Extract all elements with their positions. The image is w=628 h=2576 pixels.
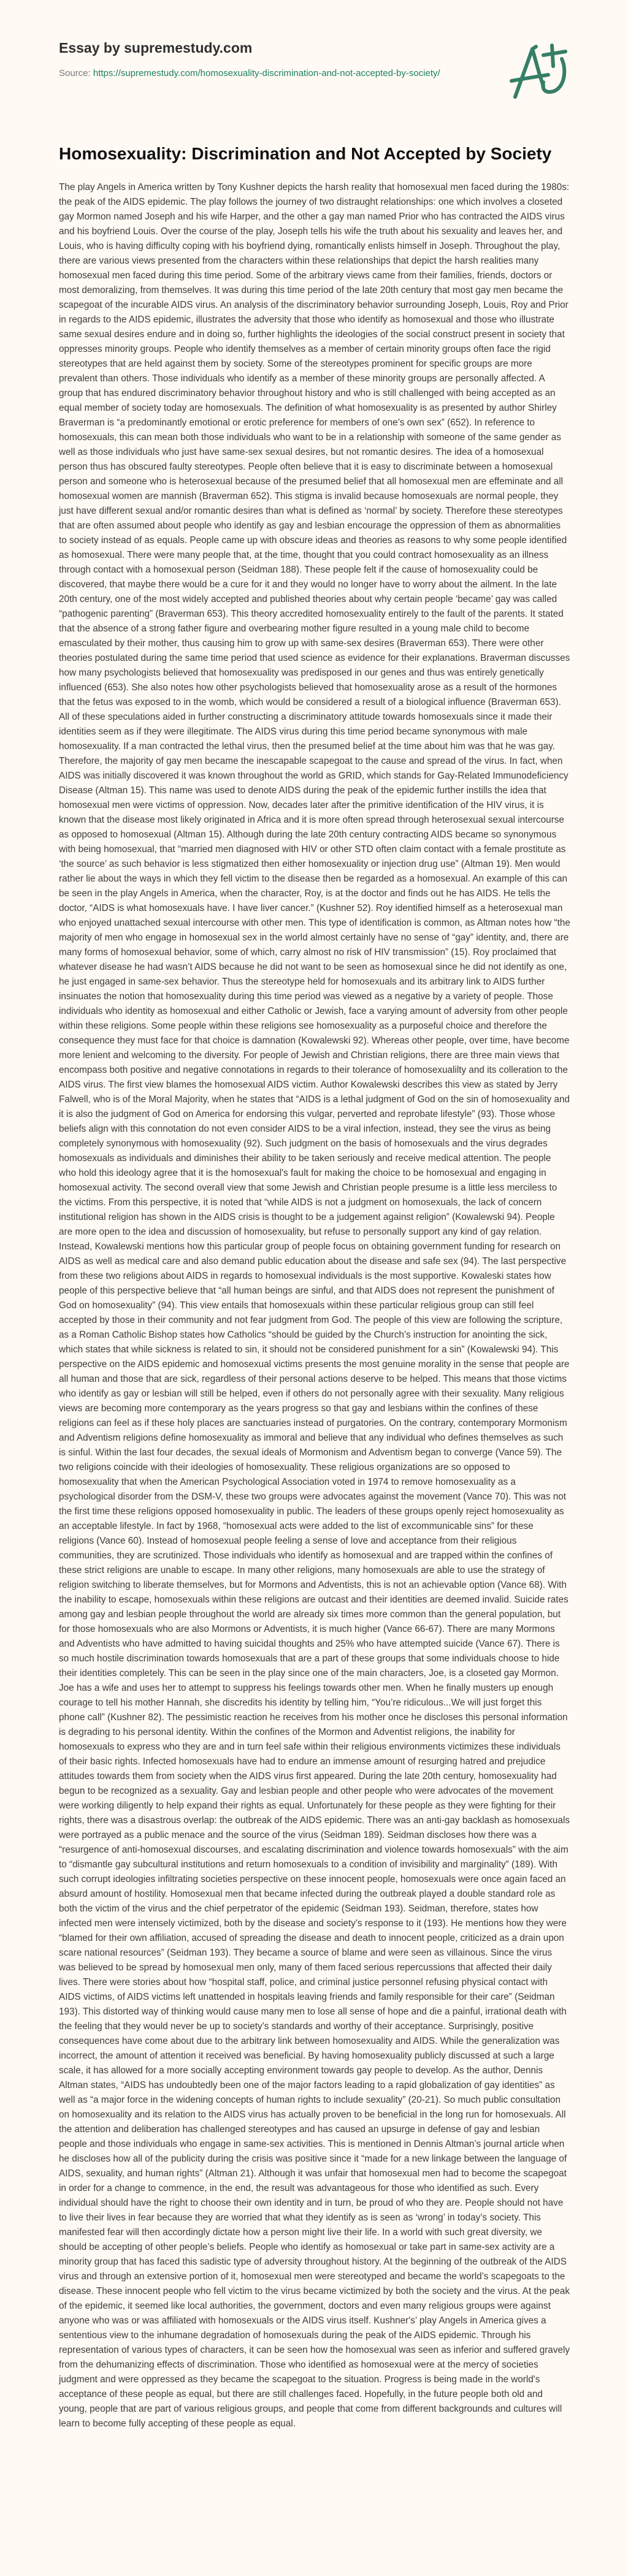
a-plus-grade-icon — [509, 43, 570, 99]
source-link[interactable]: https://supremestudy.com/homosexuality-discrimination-and-not-accepted-by-society/ — [93, 68, 440, 78]
page-header — [59, 38, 569, 141]
essay-title: Homosexuality: Discrimination and Not Accepted by Society — [59, 144, 552, 163]
site-title: Essay by supremestudy.com — [59, 40, 253, 56]
source-line — [59, 66, 445, 81]
source-label: Source: — [59, 68, 93, 78]
essay-body: The play Angels in America written by Tony Kushner depicts the harsh reality that homosexual men faced during the 1980s: the peak of the AIDS epidemic. The play follows the journey of two distraught relationships: one which involves a closeted gay Mormon named Joseph and his wife Harper, and the other a gay man named Prior who has contracted the AIDS virus and his boyfriend Louis. Over the course of the play, Joseph tells his wife the truth about his sexuality and leaves her, and Louis, who is having difficulty coping with his boyfriend dying, romantically enlists himself in Joseph. Throughout the play, there are various views presented from the characters within these relationships that depict the harsh realities many homosexual men faced during this time period. Some of the arbitrary views came from their families, friends, doctors or most demoralizing, from themselves. It was during this time period of the late 20th century that most gay men became the scapegoat of the incurable AIDS virus. An analysis of the discriminatory behavior surrounding Joseph, Louis, Roy and Prior in regards to the AIDS epidemic, illustrates the adversity that those who identify as homosexual and those who illustrate same sexual desires endure and in doing so, further highlights the ideologies of the social construct present in society that oppresses minority groups. People who identify themselves as a member of certain minority groups often face the rigid stereotypes that are held against them by society. Some of the stereotypes prominent for specific groups are more prevalent than others. Those individuals who identify as a member of these minority groups are personally affected. A group that has endured discriminatory behavior throughout history and who is still challenged with being accepted as an equal member of society today are homosexuals. The definition of what homosexuality is as presented by author Shirley Braverman is “a predominantly emotional or erotic preference for members of one’s own sex” (652). In reference to homosexuals, this can mean both those individuals who want to be in a relationship with someone of the same gender as well as those individuals who just have same-sex sexual desires, but not romantic desires. The idea of a homosexual person thus has obscured faulty stereotypes. People often believe that it is easy to discriminate between a homosexual person and someone who is heterosexual because of the presumed belief that all homosexual men are effeminate and all homosexual women are mannish (Braverman 652). This stigma is invalid because homosexuals are normal people, they just have different sexual and/or romantic desires than what is defined as ‘normal’ by society. Therefore these stereotypes that are often assumed about people who identify as gay and lesbian encourage the oppression of them as abnormalities to society instead of as equals. People came up with obscure ideas and theories as reasons to why some people identified as homosexual. There were many people that, at the time, thought that you could contract homosexuality as an illness through contact with a homosexual person (Seidman 188). These people felt if the cause of homosexuality could be discovered, that maybe there would be a cure for it and they would no longer have to worry about the ailment. In the late 20th century, one of the most widely accepted and published theories about why certain people ‘became’ gay was called “pathogenic parenting” (Braverman 653). This theory accredited homosexuality entirely to the fault of the parents. It stated that the absence of a strong father figure and overbearing mother figure resulted in a young male child to become emasculated by their mother, thus causing him to grow up with same-sex desires (Braverman 653). There were other theories postulated during the same time period that used science as evidence for their explanations. Braverman discusses how many psychologists believed that homosexuality was predisposed in our genes and thus was entirely genetically influenced (653). She also notes how other psychologists believed that homosexuality arose as a result of the hormones that the fetus was exposed to in the womb, which would be considered a result of a biological influence (Braverman 653). All of these speculations aided in further constructing a discriminatory attitude towards homosexuals since it made their identities seem as if they were illegitimate. The AIDS virus during this time period became synonymous with male homosexuality. If a man contracted the lethal virus, then the presumed belief at the time about him was that he was gay. Therefore, the majority of gay men became the inescapable scapegoat to the cause and spread of the virus. In fact, when AIDS was initially discovered it was known throughout the world as GRID, which stands for Gay-Related Immunodeficiency Disease (Altman 15). This name was used to denote AIDS during the peak of the epidemic further instills the idea that homosexual men were victims of oppression. Now, decades later after the primitive identification of the HIV virus, it is known that the disease most likely originated in Africa and it is more often spread through heterosexual sexual intercourse as opposed to homosexual (Altman 15). Although during the late 20th century contracting AIDS became so synonymous with being homosexual, that “married men diagnosed with HIV or other STD often claim contact with a female prostitute as ‘the source’ as such behavior is less stigmatized then either homosexuality or injection drug use” (Altman 19). Men would rather lie about the ways in which they fell victim to the disease then be regarded as a homosexual. An example of this can be seen in the play Angels in America, when the character, Roy, is at the doctor and finds out he has AIDS. He tells the doctor, “AIDS is what homosexuals have. I have liver cancer.” (Kushner 52). Roy identified himself as a heterosexual man who enjoyed unattached sexual intercourse with other men. This type of identification is common, as Altman notes how “the majority of men who engage in homosexual sex in the world almost certainly have no sense of “gay” identity, and, there are many forms of homosexual behavior, some of which, carry almost no risk of HIV transmission” (15). Roy proclaimed that whatever disease he had wasn’t AIDS because he did not want to be seen as homosexual since he did not identify as one, he just engaged in same-sex behavior. Thus the stereotype held for homosexuals and its arbitrary link to AIDS further insinuates the notion that homosexuality during this time period was viewed as a negative by a variety of people. Those individuals who identity as homosexual and either Catholic or Jewish, face a varying amount of adversity from other people within these religions. Some people within these religions see homosexuality as a purposeful choice and therefore the consequence they must face for that choice is damnation (Kowalewski 92). Whereas other people, over time, have become more lenient and welcoming to the diversity. For people of Jewish and Christian religions, there are three main views that encompass both positive and negative connotations in regards to their tolerance of homosexualilty and its colleration to the AIDS virus. The first view blames the homosexual AIDS victim. Author Kowalewski describes this view as stated by Jerry Falwell, who is of the Moral Majority, when he states that “AIDS is a lethal judgment of God on the sin of homosexuality and it is also the judgment of God on America for endorsing this vulgar, perverted and reprobate lifestyle” (93). Those whose beliefs align with this connotation do not even consider AIDS to be a viral infection, instead, they see the virus as being completely synonymous with homosexuality (92). Such judgment on the basis of homosexuals and the virus degrades homosexuals as individuals and diminishes their ability to be taken seriously and receive medical attention. The people who hold this ideology agree that it is the homosexual's fault for making the choice to be homosexual and engaging in homosexual activity. The second overall view that some Jewish and Christian people presume is a little less merciless to the victims. From this perspective, it is noted that “while AIDS is not a judgment on homosexuals, the lack of concern institutional religion has shown in the AIDS crisis is thought to be a judgement against religion” (Kowalewski 94). People are more open to the idea and discussion of homosexuality, but refuse to personally support any kind of gay relation. Instead, Kowalewski mentions how this particular group of people focus on obtaining government funding for research on AIDS as well as medical care and also demand public education about the disease and safe sex (94). The last perspective from these two religions about AIDS in regards to homosexual individuals is the most supportive. Kowaleski states how people of this perspective believe that “all human beings are sinful, and that AIDS does not represent the punishment of God on homosexuality” (94). This view entails that homosexuals within these particular religious group can still feel accepted by those in their community and not fear judgment from God. The people of this view are following the scripture, as a Roman Catholic Bishop states how Catholics “should be guided by the Church’s instruction for anointing the sick, which states that while sickness is related to sin, it should not be considered punishment for a sin” (Kowalewski 94). This perspective on the AIDS epidemic and homosexual victims presents the most genuine morality in the sense that people are all human and those that are sick, regardless of their personal actions deserve to be helped. This means that those victims who identify as gay or lesbian will still be helped, even if others do not personally agree with their sexuality. Many religious views are becoming more contemporary as the years progress so that gay and lesbians within the confines of these religions can feel as if these holy places are sanctuaries instead of purgatories. On the contrary, contemporary Mormonism and Adventism religions define homosexuality as immoral and believe that any individual who defines themselves as such is sinful. Within the last four decades, the sexual ideals of Mormonism and Adventism began to converge (Vance 59). The two religions coincide with their ideologies of homosexuality. These religious organizations are so opposed to homosexuality that when the American Psychological Association voted in 1974 to remove homosexuality as a psychological disorder from the DSM-V, these two groups were advocates against the movement (Vance 70). This was not the first time these religions opposed homosexuality in public. The leaders of these groups openly reject homosexuality as an acceptable lifestyle. In fact by 1968, “homosexual acts were added to the list of excommunicable sins” for these religions (Vance 60). Instead of homosexual people feeling a sense of love and acceptance from their religious communities, they are scrutinized. Those individuals who identify as homosexual and are trapped within the confines of these strict religions are unable to escape. In many other religions, many homosexuals are able to use the strategy of religion switching to liberate themselves, but for Mormons and Adventists, this is not an achievable option (Vance 68). With the inability to escape, homosexuals within these religions are outcast and their identities are deemed invalid. Suicide rates among gay and lesbian people throughout the world are already six times more common than the general population, but for those homosexuals who are also Mormons or Adventists, it is much higher (Vance 66-67). There are many Mormons and Adventists who have admitted to having suicidal thoughts and 25% who have attempted suicide (Vance 67). There is so much hostile discrimination towards homosexuals that are a part of these groups that some individuals choose to hide their identities completely. This can be seen in the play since one of the main characters, Joe, is a closeted gay Mormon. Joe has a wife and uses her to attempt to suppress his feelings towards other men. When he finally musters up enough courage to tell his mother Hannah, she discredits his identity by telling him, “You’re ridiculous...We will just forget this phone call” (Kushner 82). The pessimistic reaction he receives from his mother once he discloses this personal information is degrading to his personal identity. Within the confines of the Mormon and Adventist religions, the inability for homosexuals to express who they are and in turn feel safe within their religious environments victimizes these individuals of their basic rights. Infected homosexuals have had to endure an immense amount of resurging hatred and prejudice attitudes towards them from society when the AIDS virus first appeared. During the late 20th century, homosexuality had begun to be recognized as a sexuality. Gay and lesbian people and other people who were advocates of the movement were working diligently to help expand their rights as equal. Unfortunately for these people as they were fighting for their rights, there was a disastrous overlap: the outbreak of the AIDS epidemic. There was an anti-gay backlash as homosexuals were portrayed as a public menace and the source of the virus (Seidman 189). Seidman discloses how there was a “resurgence of anti-homosexual discourses, and escalating discrimination and violence towards homosexuals” with the aim to “dismantle gay subcultural institutions and return homosexuals to a condition of invisibility and marginality” (189). With such corrupt ideologies infiltrating societies perspective on these innocent people, homosexuals were once again faced an absurd amount of hostility. Homosexual men that became infected during the outbreak played a double standard role as both the victim of the virus and the chief perpetrator of the epidemic (Seidman 193). Seidman, therefore, states how infected men were intensely victimized, both by the disease and society’s response to it (193). He mentions how they were “blamed for their own affiliation, accused of spreading the disease and death to innocent people, criticized as a drain upon scare national resources” (Seidman 193). They became a source of blame and were seen as villainous. Since the virus was believed to be spread by homosexual men only, many of them faced serious repercussions that affected their daily lives. There were stories about how “hospital staff, police, and criminal justice personnel refusing physical contact with AIDS victims, of AIDS victims left unattended in hospitals leaving friends and family responsible for their care” (Seidman 193). This distorted way of thinking would cause many men to lose all sense of hope and die a painful, irrational death with the feeling that they would never be up to society’s standards and worthy of their acceptance. Surprisingly, positive consequences have come about due to the arbitrary link between homosexuality and AIDS. While the generalization was incorrect, the amount of attention it received was beneficial. By having homosexuality publicly discussed at such a large scale, it has allowed for a more socially accepting environment towards gay people to develop. As the author, Dennis Altman states, “AIDS has undoubtedly been one of the major factors leading to a rapid globalization of gay identities” as well as “a major force in the widening concepts of human rights to include sexuality” (20-21). So much public consultation on homosexuality and its relation to the AIDS virus has actually proven to be beneficial in the long run for homosexuals. All the attention and deliberation has challenged stereotypes and has caused an upsurge in defense of gay and lesbian people and those individuals who engage in same-sex activities. This is mentioned in Dennis Altman’s journal article when he discloses how all of the publicity during the crisis was positive since it “made for a new linkage between the language of AIDS, sexuality, and human rights” (Altman 21). Although it was unfair that homosexual men had to become the scapegoat in order for a change to commence, in the end, the result was advantageous for those who identified as such. Every individual should have the right to choose their own identity and in turn, be proud of who they are. People should not have to live their lives in fear because they are worried that what they identify as is seen as ‘wrong’ in today’s society. This manifested fear will then accordingly dictate how a person might live their life. In a world with such great diversity, we should be accepting of other people’s beliefs. People who identify as homosexual or take part in same-sex activity are a minority group that has faced this sadistic type of adversity throughout history. At the beginning of the outbreak of the AIDS virus and through an extensive portion of it, homosexual men were stereotyped and became the world’s scapegoats to the disease. These innocent people who fell victim to the virus became victimized by both the society and the virus. At the peak of the epidemic, it seemed like local authorities, the government, doctors and even many religious groups were against anyone who was or was affiliated with homosexuals or the AIDS virus itself. Kushner's’ play Angels in America gives a sententious view to the inhumane degradation of homosexuals during the peak of the AIDS epidemic. Through his representation of various types of characters, it can be seen how the homosexual was seen as inferior and suffered gravely from the dehumanizing effects of discrimination. Those who identified as homosexual were at the mercy of societies judgment and were oppressed as they became the scapegoat to the situation. Progress is being made in the world's acceptance of these people as equal, but there are still challenges faced. Hopefully, in the future people both old and young, people that are part of various religious groups, and people that come from different backgrounds and cultures will learn to become fully accepting of these people as equal. — [59, 182, 570, 2429]
